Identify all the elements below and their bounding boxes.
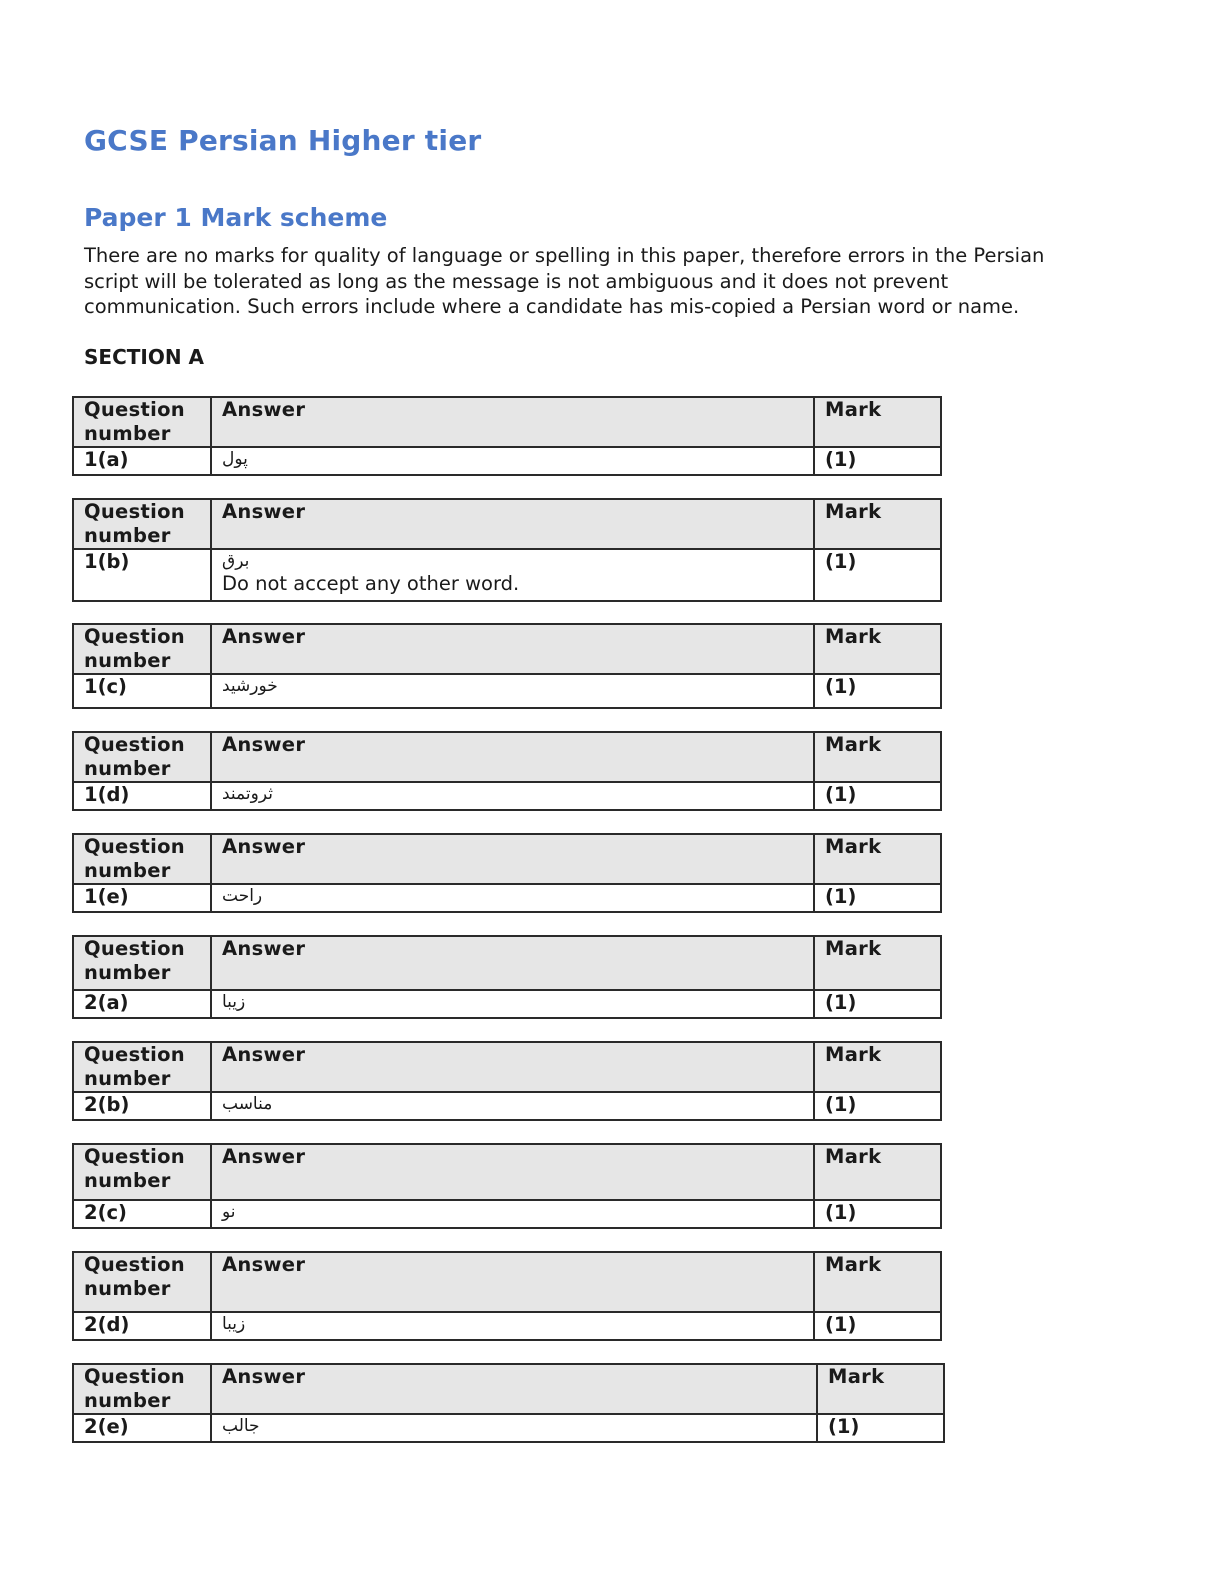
answer-cell bbox=[211, 447, 814, 475]
answer-cell bbox=[211, 1312, 814, 1340]
mark-cell: (1) bbox=[814, 990, 941, 1018]
question-number: 1(e) bbox=[73, 884, 211, 912]
answer-cell bbox=[211, 990, 814, 1018]
answer-cell bbox=[211, 1414, 817, 1442]
header-mark: Mark bbox=[814, 834, 941, 884]
answer-note: Do not accept any other word. bbox=[222, 572, 520, 595]
intro-paragraph: There are no marks for quality of language or spelling in this paper, therefore errors in the Persian script will be tolerated as long as the message is not ambiguous and it does not prevent communication. Such errors include where a candidate has mis-copied a Persian word or name. bbox=[84, 244, 1045, 318]
mark-cell: (1) bbox=[814, 447, 941, 475]
question-number: 2(c) bbox=[73, 1200, 211, 1228]
header-answer: Answer bbox=[211, 1252, 814, 1312]
mark-cell: (1) bbox=[814, 1312, 941, 1340]
header-mark: Mark bbox=[814, 624, 941, 674]
question-number: 1(a) bbox=[73, 447, 211, 475]
header-mark: Mark bbox=[817, 1364, 944, 1414]
mark-cell: (1) bbox=[814, 674, 941, 708]
header-mark: Mark bbox=[814, 936, 941, 990]
question-number: 2(b) bbox=[73, 1092, 211, 1120]
header-answer: Answer bbox=[211, 936, 814, 990]
mark-table-2d bbox=[72, 1251, 942, 1341]
persian-answer: جالب bbox=[222, 1416, 260, 1436]
header-question-number: Question number bbox=[73, 1144, 211, 1200]
persian-answer: مناسب bbox=[222, 1094, 273, 1114]
header-question-number: Question number bbox=[73, 397, 211, 447]
mark-table-2e bbox=[72, 1363, 945, 1443]
answer-cell bbox=[211, 782, 814, 810]
header-answer: Answer bbox=[211, 499, 814, 549]
persian-answer: زیبا bbox=[222, 992, 246, 1012]
mark-cell: (1) bbox=[814, 549, 941, 601]
mark-table-1a bbox=[72, 396, 942, 476]
header-question-number: Question number bbox=[73, 499, 211, 549]
header-question-number: Question number bbox=[73, 1042, 211, 1092]
header-question-number: Question number bbox=[73, 936, 211, 990]
persian-answer: برق bbox=[222, 551, 250, 571]
persian-answer: پول bbox=[222, 449, 248, 469]
header-answer: Answer bbox=[211, 1042, 814, 1092]
answer-cell bbox=[211, 1200, 814, 1228]
header-question-number: Question number bbox=[73, 732, 211, 782]
header-answer: Answer bbox=[211, 1364, 817, 1414]
section-title: SECTION A bbox=[84, 345, 205, 369]
question-number: 2(a) bbox=[73, 990, 211, 1018]
header-mark: Mark bbox=[814, 1252, 941, 1312]
header-question-number: Question number bbox=[73, 624, 211, 674]
header-answer: Answer bbox=[211, 834, 814, 884]
document-title: GCSE Persian Higher tier bbox=[84, 124, 482, 157]
header-question-number: Question number bbox=[73, 1364, 211, 1414]
persian-answer: راحت bbox=[222, 886, 263, 906]
mark-cell: (1) bbox=[817, 1414, 944, 1442]
mark-cell: (1) bbox=[814, 1092, 941, 1120]
answer-cell bbox=[211, 674, 814, 708]
header-answer: Answer bbox=[211, 732, 814, 782]
header-mark: Mark bbox=[814, 1042, 941, 1092]
header-answer: Answer bbox=[211, 1144, 814, 1200]
persian-answer: نو bbox=[222, 1202, 236, 1222]
mark-table-1d bbox=[72, 731, 942, 811]
header-answer: Answer bbox=[211, 397, 814, 447]
answer-cell bbox=[211, 884, 814, 912]
persian-answer: زیبا bbox=[222, 1314, 246, 1334]
header-mark: Mark bbox=[814, 1144, 941, 1200]
answer-cell bbox=[211, 1092, 814, 1120]
mark-table-1e bbox=[72, 833, 942, 913]
header-mark: Mark bbox=[814, 499, 941, 549]
header-question-number: Question number bbox=[73, 834, 211, 884]
mark-table-1c bbox=[72, 623, 942, 709]
header-question-number: Question number bbox=[73, 1252, 211, 1312]
mark-table-1b bbox=[72, 498, 942, 602]
paper-title: Paper 1 Mark scheme bbox=[84, 203, 388, 232]
question-number: 1(d) bbox=[73, 782, 211, 810]
header-mark: Mark bbox=[814, 397, 941, 447]
mark-table-2c bbox=[72, 1143, 942, 1229]
question-number: 2(e) bbox=[73, 1414, 211, 1442]
mark-table-2a bbox=[72, 935, 942, 1019]
persian-answer: ثروتمند bbox=[222, 784, 273, 804]
persian-answer: خورشید bbox=[222, 676, 278, 696]
mark-table-2b bbox=[72, 1041, 942, 1121]
mark-cell: (1) bbox=[814, 884, 941, 912]
mark-cell: (1) bbox=[814, 782, 941, 810]
answer-cell bbox=[211, 549, 814, 601]
mark-cell: (1) bbox=[814, 1200, 941, 1228]
header-mark: Mark bbox=[814, 732, 941, 782]
header-answer: Answer bbox=[211, 624, 814, 674]
question-number: 1(c) bbox=[73, 674, 211, 708]
question-number: 1(b) bbox=[73, 549, 211, 601]
question-number: 2(d) bbox=[73, 1312, 211, 1340]
